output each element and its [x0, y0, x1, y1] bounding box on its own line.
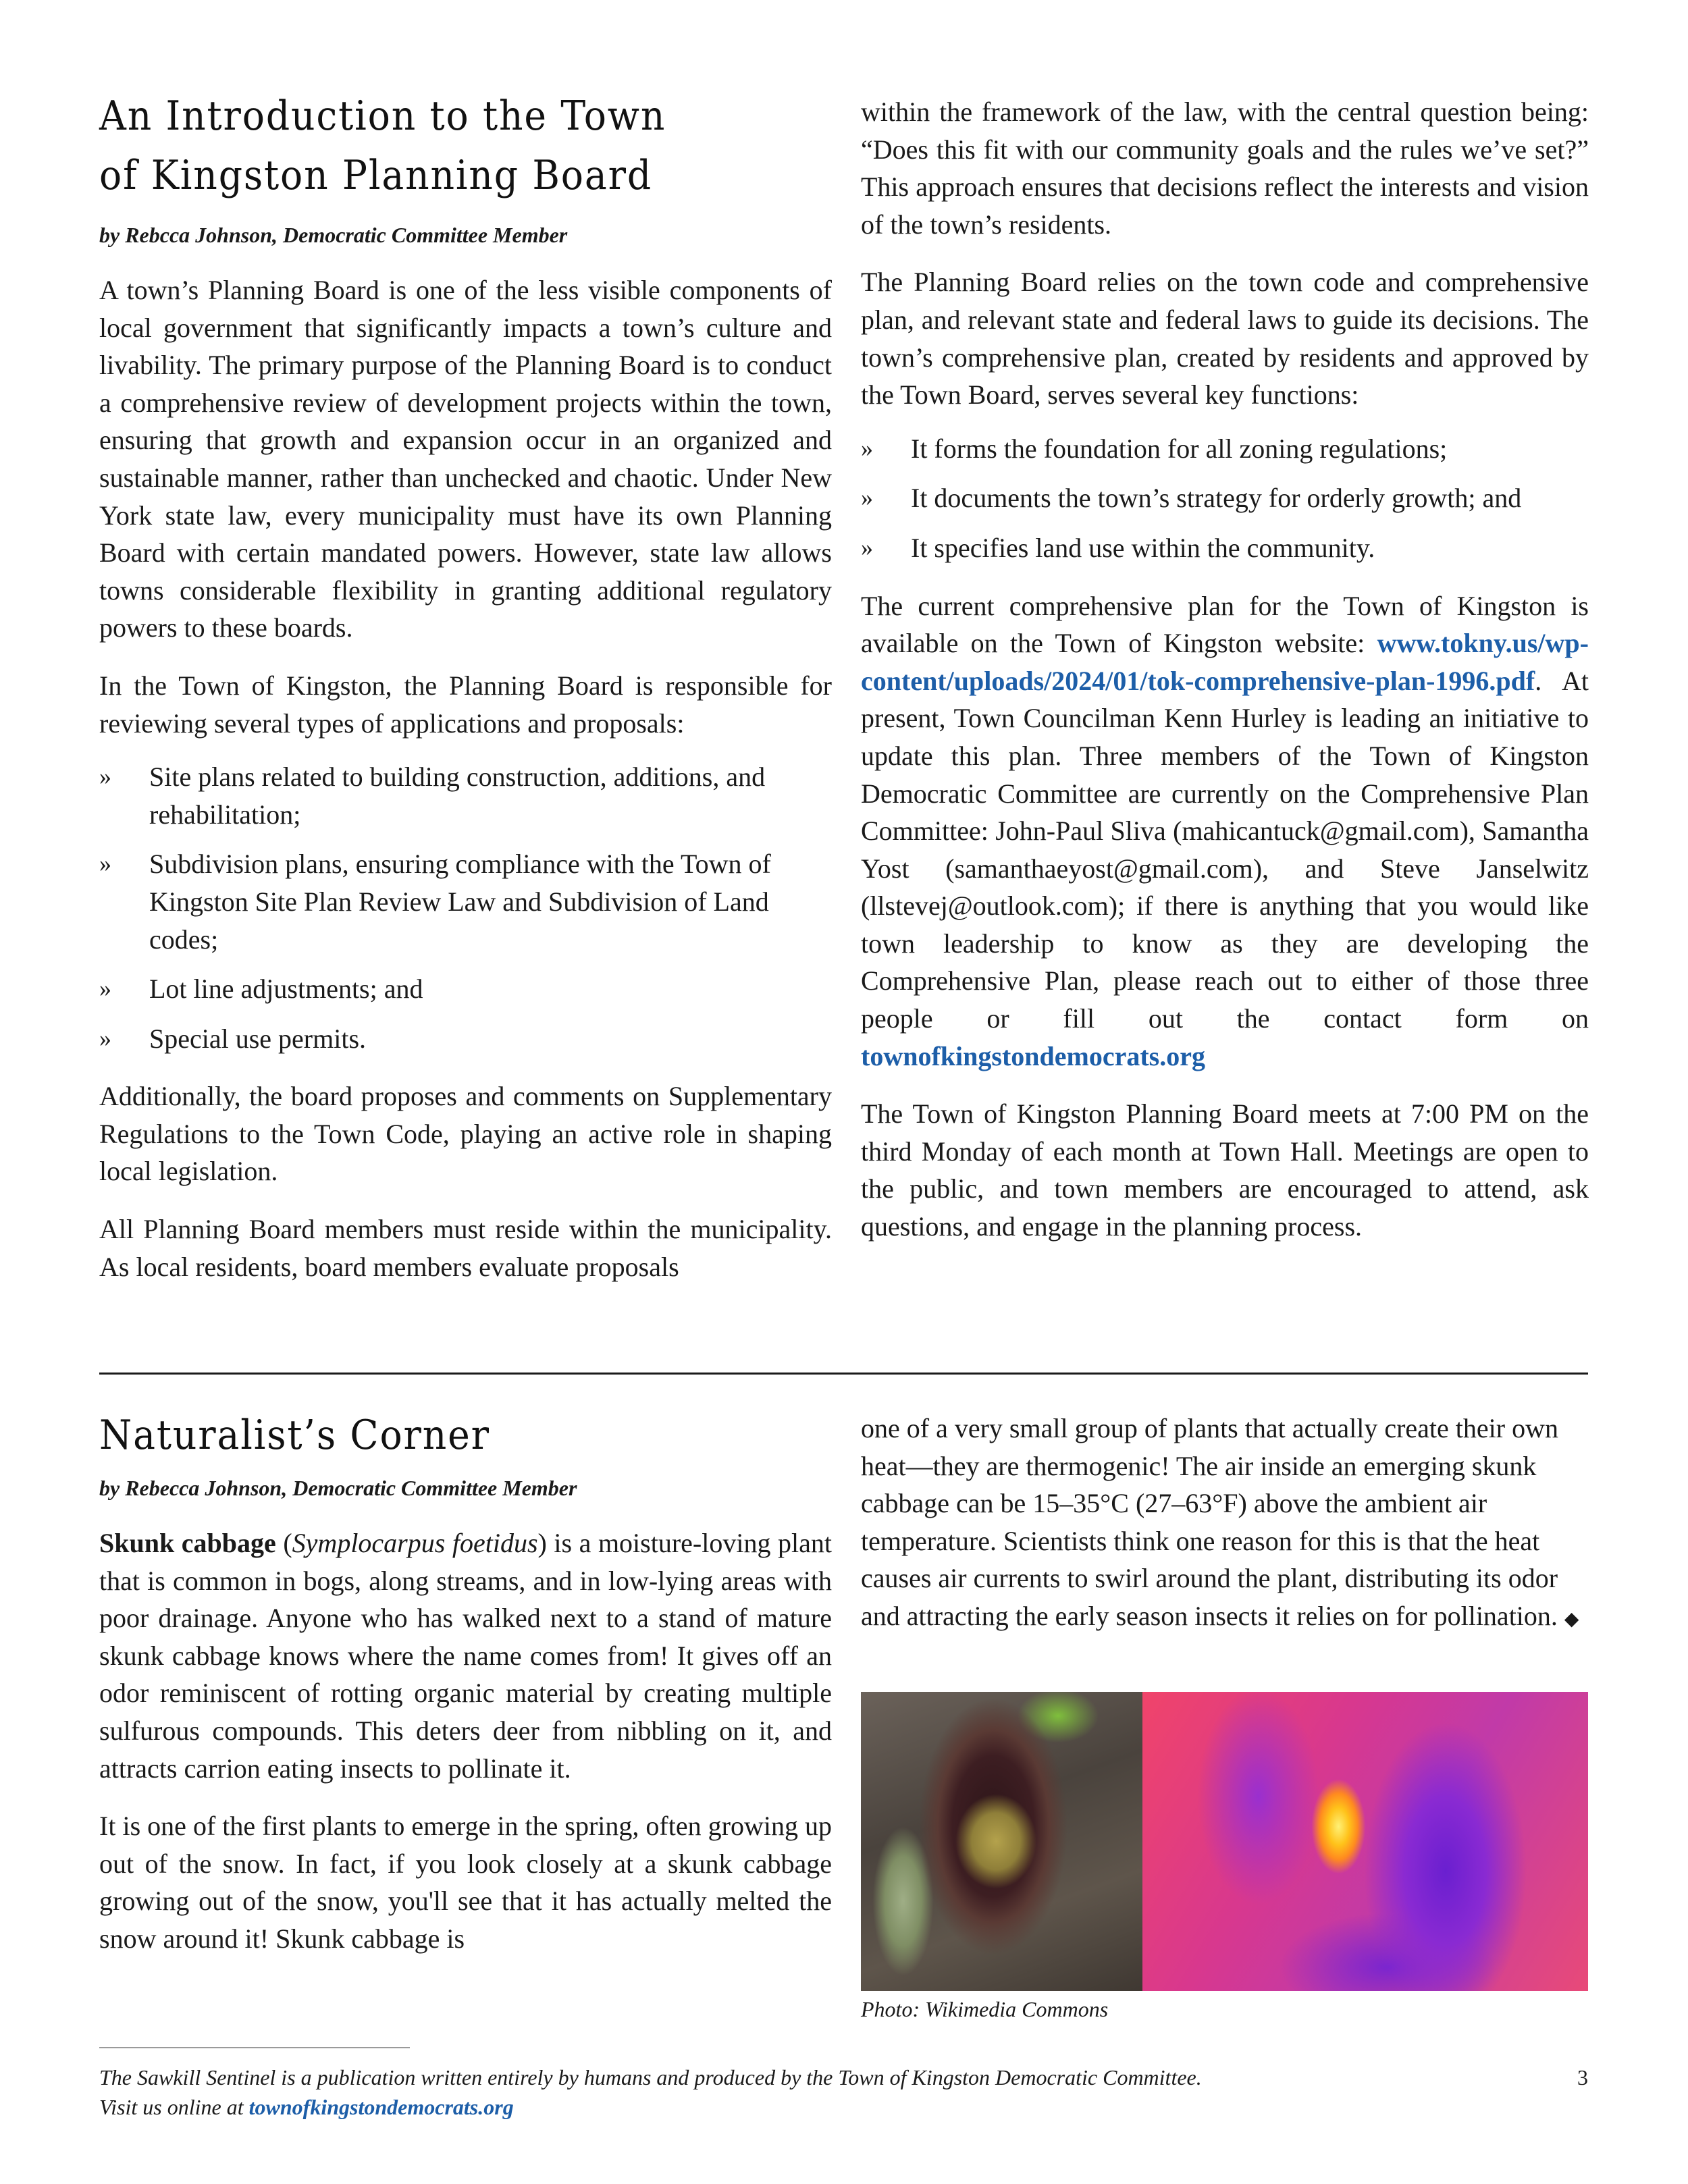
scientific-name: Symplocarpus foetidus	[292, 1528, 538, 1558]
bullet-mark: »	[99, 975, 111, 1003]
article1-paragraph: A town’s Planning Board is one of the less visible components of local government that significantly impacts a town’s culture and livability. The primary purpose of the Planning Board is to conduct a comprehensive review of development projects within the town, ensuring that growth and expansion occur in an organized and sustainable manner, rather than unchecked and chaotic. Under New York state law, every municipality must have its own Planning Board with certain mandated powers. However, state law allows towns considerable flexibility in granting additional regulatory powers to these boards.	[99, 275, 832, 643]
article1-paragraph: In the Town of Kingston, the Planning Board is responsible for reviewing several types of applications and proposals:	[99, 670, 832, 739]
article2-right-column	[861, 1410, 1589, 1659]
list-item: » Special use permits.	[99, 1020, 832, 1058]
article1-application-list	[99, 758, 832, 1057]
article2-left-column	[99, 1406, 832, 1978]
list-item: » It documents the town’s strategy for orderly growth; and	[861, 479, 1589, 517]
article1-byline: by Rebcca Johnson, Democratic Committee Member	[99, 223, 568, 247]
bullet-mark: »	[861, 533, 873, 561]
article1-functions-list	[861, 430, 1589, 567]
page-footer	[99, 2062, 1588, 2122]
article1-left-column	[99, 86, 832, 1306]
bullet-mark: »	[861, 434, 873, 462]
article1-title-line2: of Kingston Planning Board	[99, 152, 653, 199]
article1-paragraph: within the framework of the law, with the central question being: “Does this fit with our community goals and the rules we’ve set?” This approach ensures that decisions reflect the interests and vision of the town’s residents.	[861, 97, 1589, 240]
footer-website-link[interactable]: townofkingstondemocrats.org	[248, 2095, 514, 2119]
article1-right-column	[861, 93, 1589, 1266]
bullet-mark: »	[99, 763, 111, 791]
article1-title-line1: An Introduction to the Town	[99, 92, 666, 140]
comprehensive-plan-link[interactable]: www.tokny.us/wp-content/uploads/2024/01/tok-comprehensive-plan-1996.pdf	[861, 628, 1589, 696]
list-item: » Lot line adjustments; and	[99, 970, 832, 1008]
article2-paragraph: one of a very small group of plants that actually create their own heat—they are thermogenic! The air inside an emerging skunk cabbage can be 15–35°C (27–63°F) above the ambient air temperature. Scientists think one reason for this is that the heat causes air currents to swirl around the plant, distributing its odor and attracting the early season insects it relies on for pollination. ◆	[861, 1413, 1579, 1631]
skunk-cabbage-figure	[861, 1692, 1588, 1991]
list-item: » It specifies land use within the community.	[861, 529, 1589, 567]
article1-paragraph: The Planning Board relies on the town code and comprehensive plan, and relevant state and federal laws to guide its decisions. The town’s comprehensive plan, created by residents and approved by the Town Board, serves several key functions:	[861, 267, 1589, 410]
article2-paragraph: It is one of the first plants to emerge in the spring, often growing up out of the snow. In fact, if you look closely at a skunk cabbage growing out of the snow, you'll see that it has actually melted the snow around it! Skunk cabbage is	[99, 1811, 832, 1954]
list-item: » It forms the foundation for all zoning regulations;	[861, 430, 1589, 468]
section-divider	[99, 1373, 1588, 1375]
footer-publication-note: The Sawkill Sentinel is a publication written entirely by humans and produced by the Town of Kingston Democratic Committee.	[99, 2065, 1202, 2089]
article1-paragraph: Additionally, the board proposes and comments on Supplementary Regulations to the Town Code, playing an active role in shaping local legislation.	[99, 1081, 832, 1187]
bullet-mark: »	[99, 1024, 111, 1052]
bullet-mark: »	[99, 850, 111, 878]
page-number: 3	[1577, 2065, 1588, 2089]
article2-title: Naturalist’s Corner	[99, 1412, 490, 1459]
article1-paragraph: The Town of Kingston Planning Board meets at 7:00 PM on the third Monday of each month at Town Hall. Meetings are open to the public, and town members are encouraged to attend, ask questions, and engage in the planning process.	[861, 1098, 1589, 1242]
thermal-image	[1142, 1692, 1588, 1991]
democrats-website-link[interactable]: townofkingstondemocrats.org	[861, 1040, 1205, 1071]
list-item: » Site plans related to building construction, additions, and rehabilitation;	[99, 758, 832, 833]
figure-caption: Photo: Wikimedia Commons	[861, 1997, 1109, 2021]
article2-byline: by Rebecca Johnson, Democratic Committee Member	[99, 1476, 577, 1500]
footer-rule	[99, 2047, 410, 2048]
skunk-cabbage-term: Skunk cabbage	[99, 1528, 276, 1558]
article2-paragraph: Skunk cabbage (Symplocarpus foetidus) is a moisture-loving plant that is common in bogs, along streams, and in low-lying areas with poor drainage. Anyone who has walked next to a stand of mature skunk cabbage knows where the name comes from! It gives off an odor reminiscent of rotting organic material by creating multiple sulfurous compounds. This deters deer from nibbling on it, and attracts carrion eating insects to pollinate it.	[99, 1528, 832, 1784]
article1-title	[99, 86, 773, 205]
article1-paragraph: All Planning Board members must reside within the municipality. As local residents, board members evaluate proposals	[99, 1214, 832, 1282]
skunk-cabbage-photo	[861, 1692, 1142, 1991]
footer-visit-line: Visit us online at townofkingstondemocrats.org	[99, 2095, 514, 2119]
bullet-mark: »	[861, 484, 873, 512]
end-of-article-diamond-icon: ◆	[1564, 1608, 1579, 1630]
list-item: » Subdivision plans, ensuring compliance with the Town of Kingston Site Plan Review Law and Subdivision of Land codes;	[99, 845, 832, 958]
article1-paragraph: The current comprehensive plan for the Town of Kingston is available on the Town of Kingston website: www.tokny.us/wp-content/uploads/2024/01/tok-comprehensive-plan-1996.pdf. At present, Town Councilman Kenn Hurley is leading an initiative to update this plan. Three members of the Town of Kingston Democratic Committee are currently on the Comprehensive Plan Committee: John-Paul Sliva (mahicantuck@gmail.com), Samantha Yost (samanthaeyost@gmail.com), and Steve Janselwitz (llstevej@outlook.com); if there is anything that you would like town leadership to know as they are developing the Comprehensive Plan, please reach out to either of those three people or fill out the contact form on townofkingstondemocrats.org	[861, 590, 1589, 1071]
